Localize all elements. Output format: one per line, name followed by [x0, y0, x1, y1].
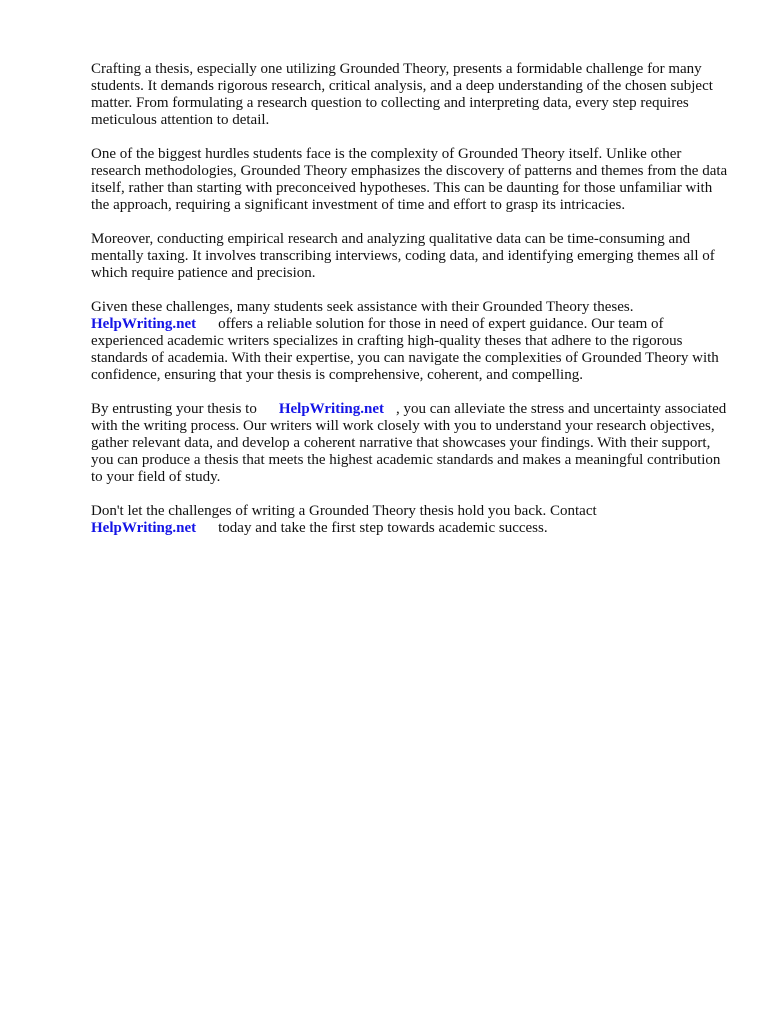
helpwriting-link[interactable]: HelpWriting.net	[278, 401, 384, 417]
paragraph-hurdles-text: One of the biggest hurdles students face is the complexity of Grounded Theory itself. Unlike other research methodologies, Grounded Theory emphasizes the discovery of patterns and themes from the data itself, rather than starting with preconceived hypotheses. This can be daunting for those unfamiliar with the approach, requiring a significant investment of time and effort to grasp its intricacies.	[91, 146, 728, 213]
paragraph-assistance-text-before: Given these challenges, many students seek assistance with their Grounded Theory theses.	[91, 299, 634, 315]
helpwriting-link[interactable]: HelpWriting.net	[91, 316, 197, 332]
paragraph-intro	[91, 61, 731, 129]
helpwriting-link[interactable]: HelpWriting.net	[91, 520, 197, 536]
paragraph-contact-text-before: Don't let the challenges of writing a Grounded Theory thesis hold you back. Contact	[91, 503, 597, 519]
document-body	[91, 61, 731, 554]
paragraph-hurdles	[91, 146, 731, 214]
paragraph-assistance	[91, 299, 731, 384]
paragraph-intro-text: Crafting a thesis, especially one utilizing Grounded Theory, presents a formidable challenge for many students. It demands rigorous research, critical analysis, and a deep understanding of the chosen subject matter. From formulating a research question to collecting and interpreting data, every step requires meticulous attention to detail.	[91, 61, 713, 128]
paragraph-contact	[91, 503, 731, 537]
paragraph-assistance-text-after: offers a reliable solution for those in need of expert guidance. Our team of experienced academic writers specializes in crafting high-quality theses that adhere to the rigorous standards of academia. With their expertise, you can navigate the complexities of Grounded Theory with confidence, ensuring that your thesis is comprehensive, coherent, and compelling.	[91, 316, 719, 383]
paragraph-entrusting	[91, 401, 731, 486]
paragraph-empirical	[91, 231, 731, 282]
paragraph-entrusting-text-before: By entrusting your thesis to	[91, 401, 257, 417]
paragraph-contact-text-after: today and take the first step towards academic success.	[218, 520, 548, 536]
paragraph-empirical-text: Moreover, conducting empirical research and analyzing qualitative data can be time-consuming and mentally taxing. It involves transcribing interviews, coding data, and identifying emerging themes all of which require patience and precision.	[91, 231, 715, 281]
paragraph-entrusting-text-after: , you can alleviate the stress and uncertainty associated with the writing process. Our writers will work closely with you to understand your research objectives, gather relevant data, and develop a coherent narrative that showcases your findings. With their support, you can produce a thesis that meets the highest academic standards and makes a meaningful contribution to your field of study.	[91, 401, 727, 485]
